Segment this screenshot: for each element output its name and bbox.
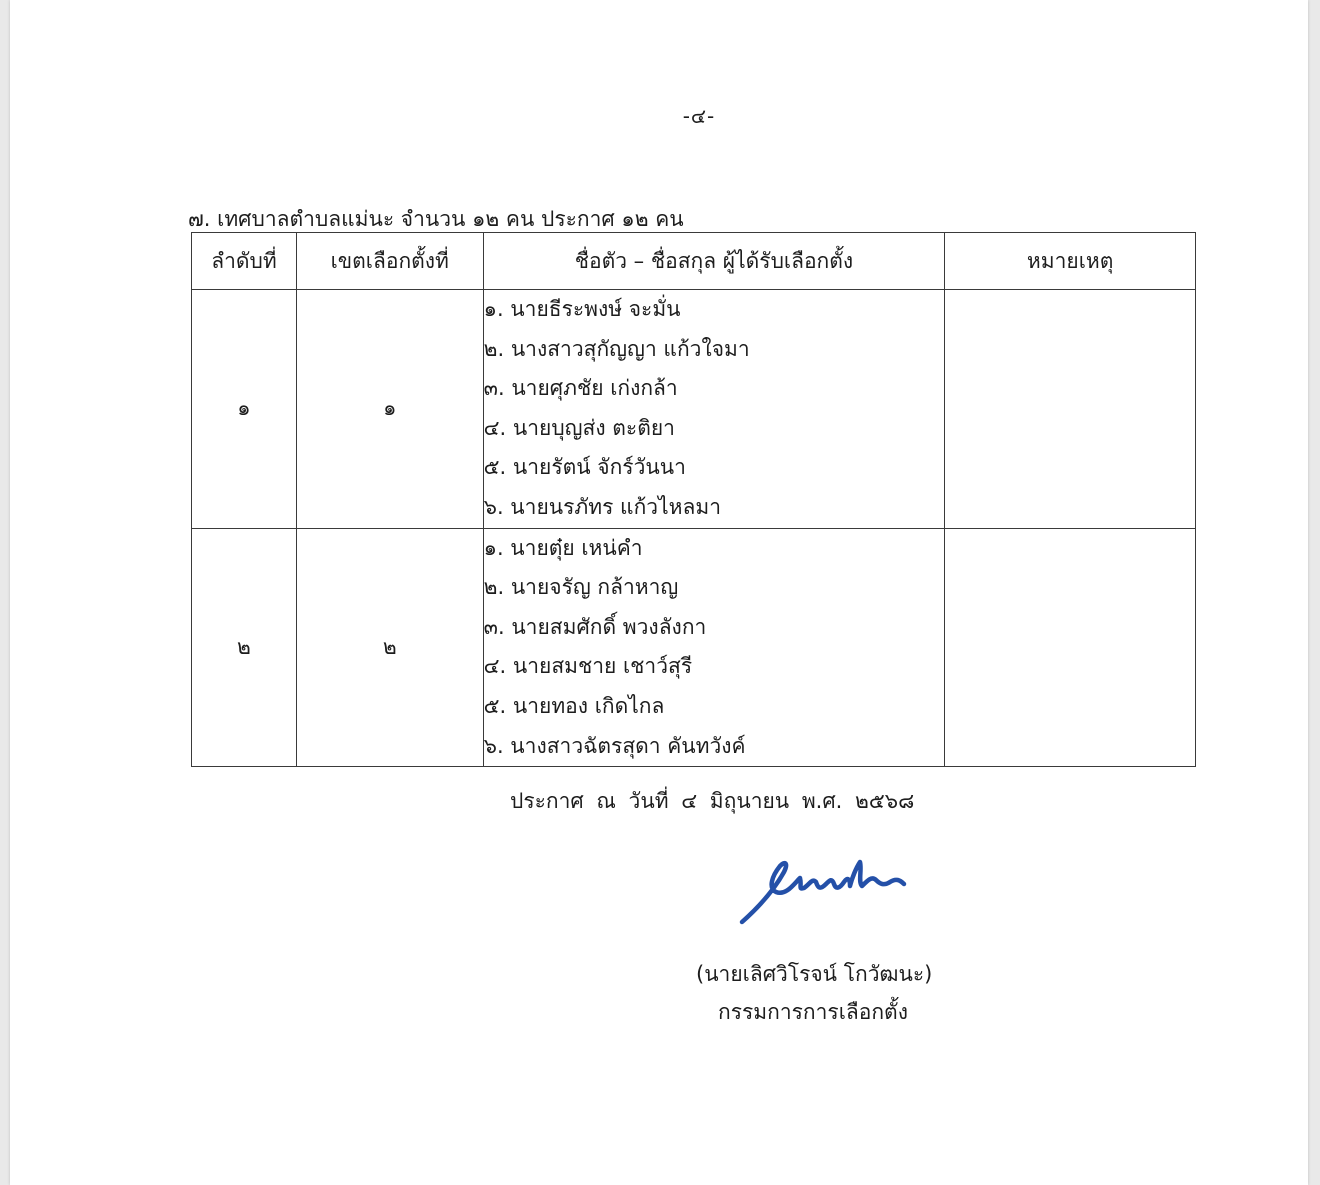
elected-name: ๑. นายธีระพงษ์ จะมั่น (483, 297, 681, 321)
signer-name: (นายเลิศวิโรจน์ โกวัฒนะ) (696, 962, 933, 986)
election-results-table (191, 232, 1196, 767)
header-remark: หมายเหตุ (945, 233, 1196, 290)
elected-name: ๔. นายสมชาย เชาว์สุรี (483, 654, 693, 679)
row-remark (945, 290, 1196, 529)
announcement-date: ประกาศ ณ วันที่ ๔ มิถุนายน พ.ศ. ๒๕๖๘ (510, 789, 915, 813)
table-row (192, 528, 1196, 767)
header-district: เขตเลือกตั้งที่ (296, 233, 483, 290)
header-order: ลำดับที่ (192, 233, 297, 290)
row-remark (945, 528, 1196, 767)
section-heading: ๗. เทศบาลตำบลแม่นะ จำนวน ๑๒ คน ประกาศ ๑๒ คน (188, 207, 684, 231)
header-names: ชื่อตัว – ชื่อสกุล ผู้ได้รับเลือกตั้ง (483, 233, 945, 290)
elected-name: ๖. นางสาวฉัตรสุดา คันทวังค์ (483, 733, 746, 758)
row-names (483, 528, 945, 767)
document-page (10, 0, 1308, 1185)
row-district: ๑ (296, 290, 483, 529)
elected-name: ๖. นายนรภัทร แก้วไหลมา (483, 494, 721, 519)
elected-name: ๕. นายทอง เกิดไกล (483, 693, 665, 718)
elected-name: ๒. นางสาวสุกัญญา แก้วใจมา (483, 336, 750, 361)
row-order: ๑ (192, 290, 297, 529)
table-row (192, 290, 1196, 529)
row-order: ๒ (192, 528, 297, 767)
elected-name: ๑. นายตุ๋ย เหน่คำ (483, 535, 643, 560)
elected-name: ๔. นายบุญส่ง ตะติยา (483, 415, 675, 440)
elected-name: ๕. นายรัตน์ จักร์วันนา (483, 455, 686, 480)
signature-icon (738, 848, 918, 928)
table-header-row (192, 233, 1196, 290)
page-number: -๔- (682, 104, 716, 128)
elected-name: ๓. นายศุภชัย เก่งกล้า (483, 376, 678, 401)
elected-name: ๓. นายสมศักดิ์ พวงลังกา (483, 614, 707, 639)
row-names (483, 290, 945, 529)
signer-position: กรรมการการเลือกตั้ง (718, 1000, 908, 1024)
row-district: ๒ (296, 528, 483, 767)
elected-name: ๒. นายจรัญ กล้าหาญ (483, 575, 679, 600)
